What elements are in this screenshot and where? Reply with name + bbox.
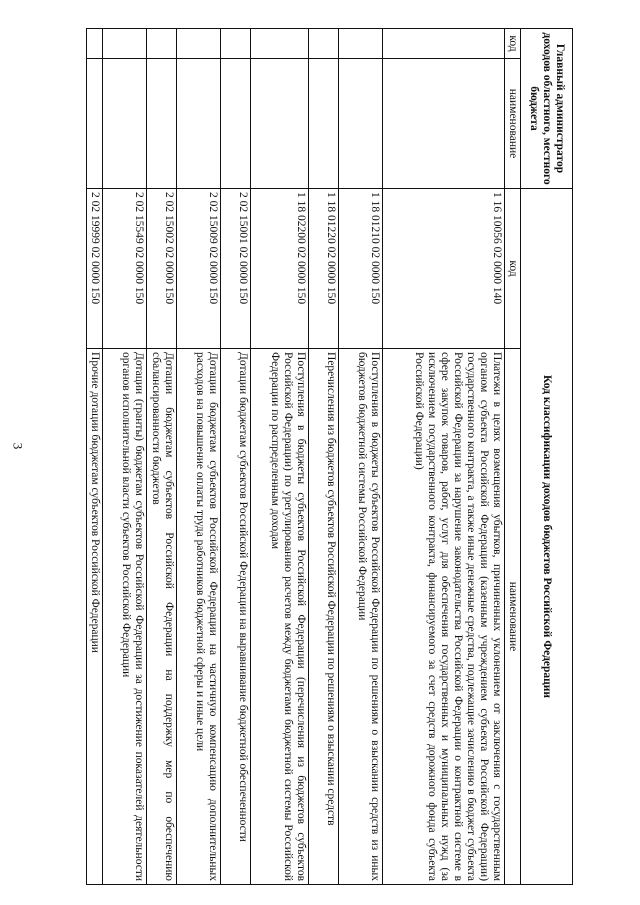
kbk-name-cell: Поступления в бюджеты субъектов Российской Федерации (перечисления из бюджетов субъектов Российской Федерации) по урегулированию расчетов между бюджетами бюджетной системы Российской Федерации по распределенным доходам [251,349,309,885]
kbk-header: Код классификации доходов бюджетов Российской Федерации [521,189,573,885]
kbk-code-cell: 2 02 15009 02 0000 150 [177,189,221,349]
admin-name-cell [87,59,103,189]
admin-code-cell [103,29,147,59]
table-row [103,29,147,885]
table-row [147,29,177,885]
kbk-name-cell: Прочие дотации бюджетам субъектов Российской Федерации [87,349,103,885]
admin-code-cell [87,29,103,59]
kbk-code-cell: 2 02 15002 02 0000 150 [147,189,177,349]
kbk-name-cell: Платежи в целях возмещения убытков, причиненных уклонением от заключения с государственным органом субъекта Российской Федерации (казенным учреждением субъекта Российской Федерации) государственного контракта, а также иные денежные средства, подлежащие зачислению в бюджет субъекта Российской Федерации за нарушение законодательства Российской Федерации о контрактной системе в сфере закупок товаров, работ, услуг для обеспечения государственных и муниципальных нужд (за исключением государственного контракта, финансируемого за счет средств дорожного фонда субъекта Российской Федерации) [383,349,505,885]
page-number: 3 [10,442,26,450]
admin-code-cell [339,29,383,59]
admin-code-cell [383,29,505,59]
kbk-name-cell: Дотации (гранты) бюджетам субъектов Российской Федерации за достижение показателей деятельности органов исполнительной власти субъектов Российской Федерации [103,349,147,885]
kbk-code-subheader: код [505,189,521,349]
admin-code-cell [309,29,339,59]
kbk-name-cell: Дотации бюджетам субъектов Российской Федерации на выравнивание бюджетной обеспеченности [221,349,251,885]
kbk-code-cell: 2 02 15001 02 0000 150 [221,189,251,349]
kbk-name-cell: Перечисления из бюджетов субъектов Российской Федерации по решениям о взыскании средств [309,349,339,885]
table-row [177,29,221,885]
revenue-classification-table [86,28,573,885]
kbk-name-subheader: наименование [505,349,521,885]
admin-name-cell [177,59,221,189]
table-row [221,29,251,885]
admin-name-cell [339,59,383,189]
kbk-code-cell: 1 18 01220 02 0000 150 [309,189,339,349]
admin-name-subheader: наименование [505,59,521,189]
table-row [339,29,383,885]
kbk-code-cell: 1 16 10056 02 0000 140 [383,189,505,349]
admin-name-cell [221,59,251,189]
admin-code-cell [177,29,221,59]
kbk-code-cell: 2 02 15549 02 0000 150 [103,189,147,349]
table-row [251,29,309,885]
admin-code-cell [147,29,177,59]
kbk-code-cell: 2 02 19999 02 0000 150 [87,189,103,349]
admin-code-cell [251,29,309,59]
revenue-table-container [90,28,573,884]
admin-name-cell [147,59,177,189]
table-row [309,29,339,885]
admin-name-cell [103,59,147,189]
kbk-name-cell: Дотации бюджетам субъектов Российской Федерации на частичную компенсацию дополнительных расходов на повышение оплаты труда работников бюджетной сферы и иные цели [177,349,221,885]
kbk-name-cell: Поступления в бюджеты субъектов Российской Федерации по решениям о взыскании средств из иных бюджетов бюджетной системы Российской Федерации [339,349,383,885]
kbk-name-cell: Дотации бюджетам субъектов Российской Федерации на поддержку мер по обеспечению сбалансированности бюджетов [147,349,177,885]
table-row [383,29,505,885]
admin-code-subheader: код [505,29,521,59]
admin-name-cell [309,59,339,189]
admin-code-cell [221,29,251,59]
kbk-code-cell: 1 18 01210 02 0000 150 [339,189,383,349]
admin-name-cell [251,59,309,189]
admin-name-cell [383,59,505,189]
admin-header: Главный администратор доходов областного, местного бюджета [521,29,573,189]
table-body [87,29,505,885]
kbk-code-cell: 1 18 02200 02 0000 150 [251,189,309,349]
table-row [87,29,103,885]
